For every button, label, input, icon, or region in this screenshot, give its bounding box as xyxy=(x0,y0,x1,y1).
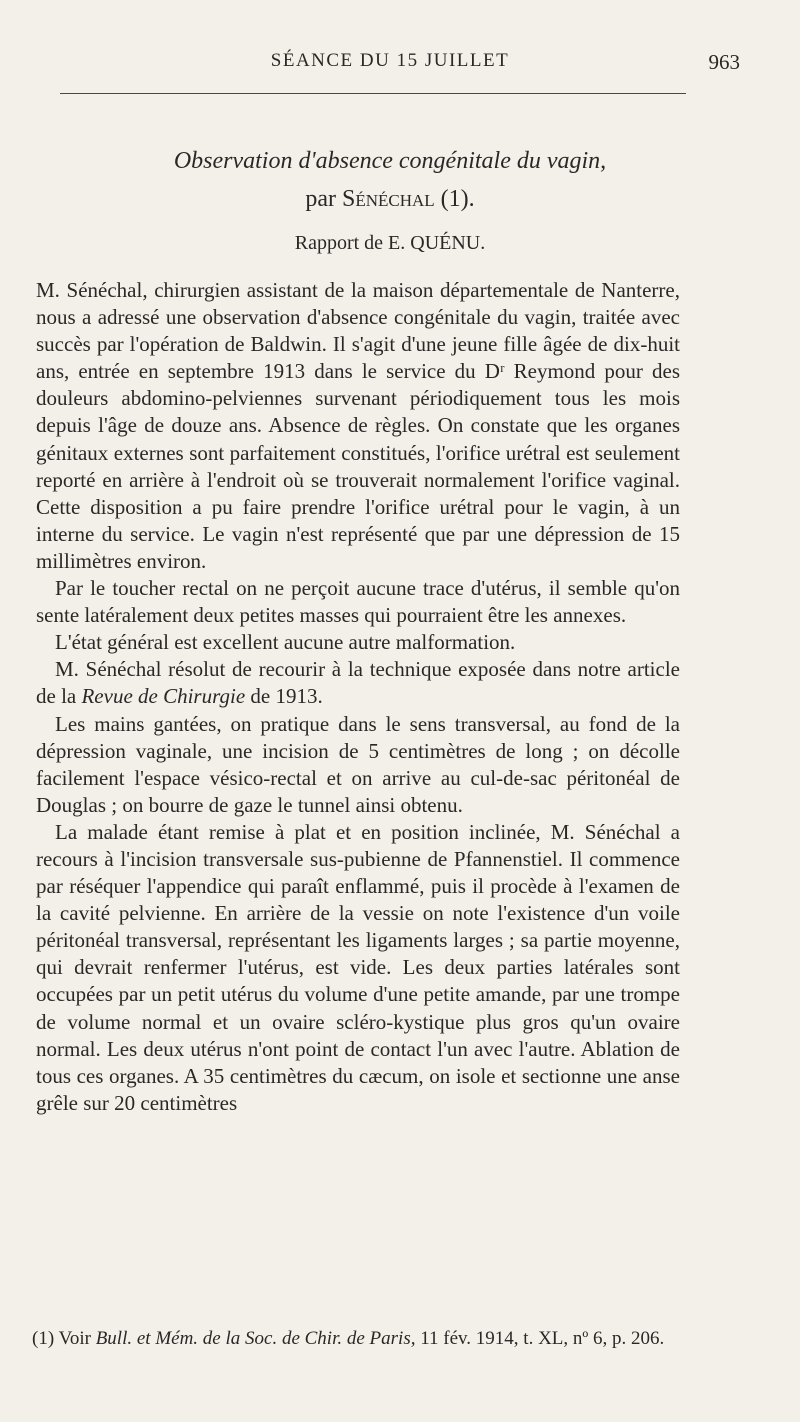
footnote-details: 11 fév. 1914, t. XL, nº 6, p. 206. xyxy=(415,1328,665,1349)
paragraph-5: Les mains gantées, on pratique dans le sens transversal, au fond de la dépression vaginale, une incision de 5 centimètres de long ; on décolle facilement l'espace vésico-rectal et on arrive au cul-de-sac péritonéal de Douglas ; on bourre de gaze le tunnel ainsi obtenu. xyxy=(36,711,680,817)
paragraph-2: Par le toucher rectal on ne perçoit aucune trace d'utérus, il semble qu'on sente latéralement deux petites masses qui pourraient être les annexes. xyxy=(36,576,680,628)
footnote-ref: (1). xyxy=(440,186,475,212)
author-name: Sénéchal xyxy=(342,186,435,212)
footnote-marker: (1) xyxy=(32,1328,55,1349)
paragraph-4-text: M. Sénéchal résolut de recourir à la technique exposée dans notre article de la xyxy=(36,657,680,709)
author-line xyxy=(40,186,740,213)
page-number: 963 xyxy=(708,50,740,74)
report-line: Rapport de E. QUÉNU. xyxy=(294,232,486,254)
footnote-lead: Voir xyxy=(54,1328,96,1349)
author-prefix: par xyxy=(305,186,336,212)
footnote-journal: Bull. et Mém. de la Soc. de Chir. de Paris, xyxy=(95,1328,416,1349)
paragraph-6: La malade étant remise à plat et en position inclinée, M. Sénéchal a recours à l'incision transversale sus-pubienne de Pfannenstiel. Il commence par réséquer l'appendice qui paraît enflammé, puis il procède à l'examen de la cavité pelvienne. En arrière de la vessie on note l'existence d'un voile péritonéal transversal, représentant les ligaments larges ; sa partie moyenne, qui devrait renfermer l'utérus, est vide. Les deux parties latérales sont occupées par un petit utérus du volume d'une petite amande, par une trompe de volume normal et un ovaire scléro-kystique plus gros qu'un ovaire normal. Les deux utérus n'ont point de contact l'un avec l'autre. Ablation de tous ces organes. A 35 centimètres du cæcum, on isole et sectionne une anse grêle sur 20 centimètres xyxy=(36,819,680,1115)
journal-reference: Revue de Chirurgie xyxy=(81,684,246,709)
paragraph-4 xyxy=(36,656,680,710)
article-body xyxy=(36,277,680,1117)
running-title: SÉANCE DU 15 JUILLET xyxy=(270,50,510,71)
journal-year: de 1913. xyxy=(245,684,323,709)
footnote-text xyxy=(32,1328,712,1350)
header-rule xyxy=(60,93,686,94)
paragraph-1: M. Sénéchal, chirurgien assistant de la maison départementale de Nanterre, nous a adressé une observation d'absence congénitale du vagin, traitée avec succès par l'opération de Baldwin. Il s'agit d'une jeune fille âgée de dix-huit ans, entrée en septembre 1913 dans le service du Dʳ Reymond pour des douleurs abdomino-pelviennes survenant périodiquement tous les mois depuis l'âge de douze ans. Absence de règles. On constate que les organes génitaux externes sont parfaitement constitués, l'orifice urétral est seulement reporté en arrière à l'endroit où se trouverait normalement l'orifice vaginal. Cette disposition a pu faire prendre l'orifice urétral pour le vagin, à un interne du service. Le vagin n'est représenté que par une dépression de 15 millimètres environ. xyxy=(36,278,680,573)
article-title: Observation d'absence congénitale du vagin, xyxy=(173,148,607,174)
paragraph-3: L'état général est excellent aucune autre malformation. xyxy=(55,630,516,655)
footnote xyxy=(32,1328,712,1350)
running-head xyxy=(40,50,740,78)
